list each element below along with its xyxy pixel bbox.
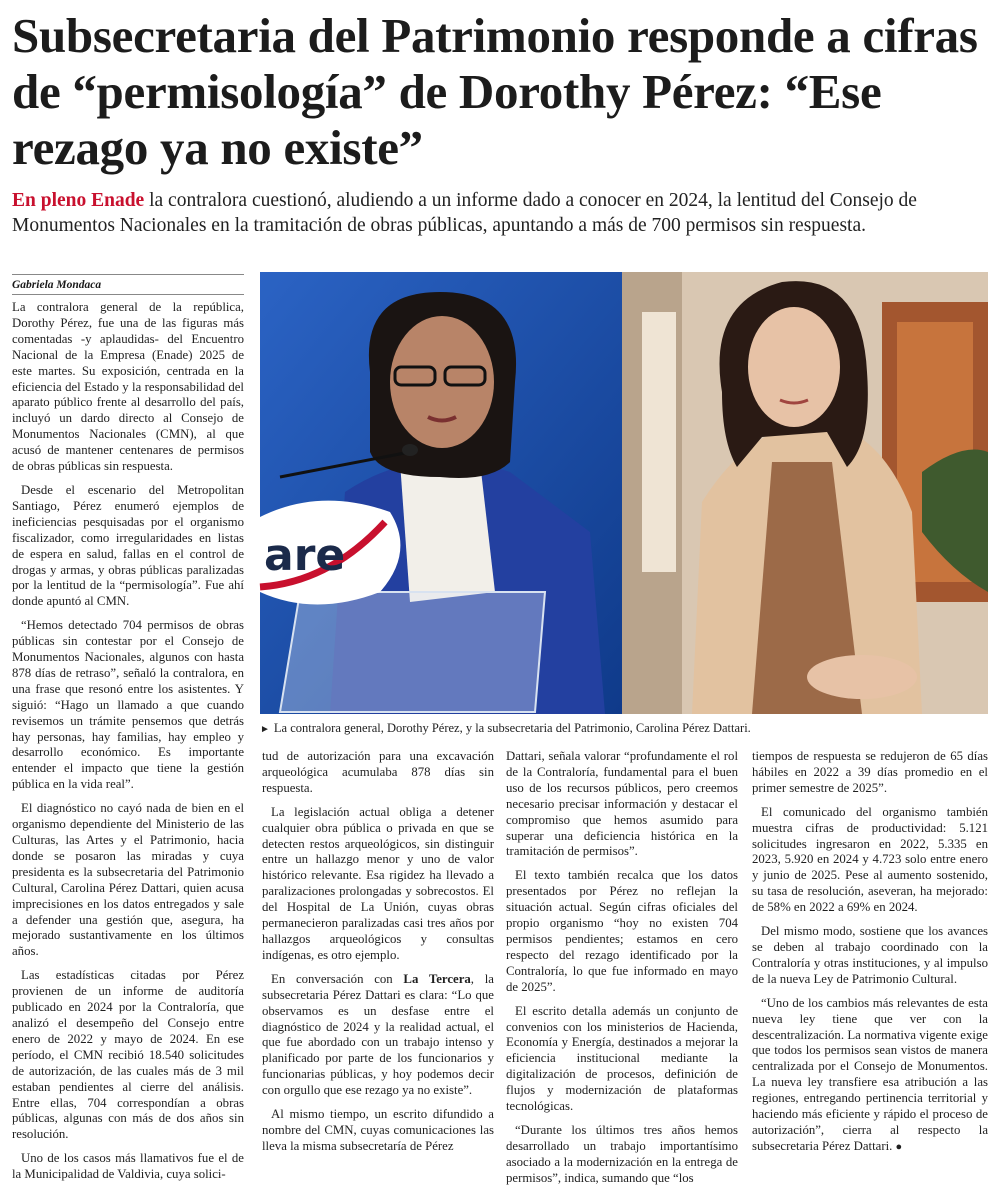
paragraph xyxy=(262,972,494,1099)
paragraph: “Hemos detectado 704 permisos de obras públicas sin contestar por el Consejo de Monumentos Nacionales, algunos con hasta 878 días de retraso”, señaló la contralora, en una frase que resonó entre los asistentes. Y siguió: “Hago un llamado a que cuando revisemos un trámite pensemos que detrás hay personas, hay familias, hay empleo y desarrollo económico. Es importante entender el impacto que tiene la gestión pública en la vida real”. xyxy=(12,618,244,792)
paragraph: Desde el escenario del Metropolitan Santiago, Pérez enumeró ejemplos de ineficiencias pesquisadas por el organismo fiscalizador, como irregularidades en listas de espera en salud, fallas en el control de drogas y armas, y obras públicas paralizadas por la lentitud de la “permisología”. Fue ahí donde apuntó al CMN. xyxy=(12,482,244,609)
byline: Gabriela Mondaca xyxy=(12,274,244,295)
paragraph: La legislación actual obliga a detener cualquier obra pública o privada en que se detecten restos arqueológicos, sin distinguir entre un hallazgo menor y uno de valor histórico relevante. Esa rigidez ha llevado a paralizaciones prolongadas y sobrecostos. El del Hospital de La Unión, cuyas obras permanecieron paralizadas casi tres años por hallazgos arqueológicos y consultas indígenas, es otro ejemplo. xyxy=(262,804,494,962)
paragraph: tud de autorización para una excavación arqueológica acumulaba 878 días sin respuesta. xyxy=(262,749,494,795)
photo-dorothy-perez xyxy=(260,272,622,714)
photo-sign-text: are xyxy=(264,530,346,581)
text-run: Lo que observamos es un desfase entre el diagnóstico de 2024 y la realidad actual, el que fue abordado con un trabajo intenso y planificado por parte de los funcionarios y funcionarias públicas, y hoy podemos decir con orgullo que ese rezago ya no existe”. xyxy=(262,987,494,1098)
paragraph: Dattari, señala valorar “profundamente el rol de la Contraloría, fundamental para el buen uso de los recursos públicos, pero creemos necesario precisar información y destacar el compromiso que hemos asumido para superar una deficiencia histórica en la tramitación de permisos”. xyxy=(506,749,738,859)
paragraph: Al mismo tiempo, un escrito difundido a nombre del CMN, cuyas comunicaciones las lleva la misma subsecretaría de Pérez xyxy=(262,1107,494,1153)
paragraph: La contralora general de la república, Dorothy Pérez, fue una de las figuras más comentadas -y aplaudidas- del Encuentro Nacional de la Empresa (Enade) 2025 de este martes. Su exposición, centrada en la eficiencia del Estado y la responsabilidad del aparato público frente al desarrollo del país, incluyó un dardo directo al Consejo de Monumentos Nacionales (CMN), al que acusó de mantener centenares de permisos de obras públicas sin respuesta. xyxy=(12,300,244,474)
paragraph: El escrito detalla además un conjunto de convenios con los ministerios de Hacienda, Economía y Energía, destinados a mejorar la eficiencia institucional mediante la digitalización de procesos, definición de flujos y modernización de plataformas tecnológicas. xyxy=(506,1003,738,1114)
text-run: “Uno de los cambios más relevantes de esta nueva ley tiene que ver con la descentralización. La normativa vigente exige que todos los permisos sean vistos de manera centralizada por el Consejo de Monumentos. La nueva ley transfiere esa atribución a las regiones, entregando pertinencia territorial y haciendo más eficiente y rápido el proceso de autorización”, cierra al respecto la subsecretaria Pérez Dattari. xyxy=(752,995,988,1153)
article-column-2 xyxy=(262,749,494,1160)
photo-caption xyxy=(260,721,988,737)
paragraph: El comunicado del organismo también muestra cifras de productividad: 5.121 solicitudes ingresaron en 2022, 5.335 en 2023, 5.920 en 2024 y 4.723 solo entre enero y junio de 2025. Pese al aumento sostenido, su tasa de resolución, aseveran, ha mejorado: de 58% en 2022 a 69% en 2024. xyxy=(752,804,988,915)
text-run: En conversación con xyxy=(271,971,404,986)
paragraph: El texto también recalca que los datos presentados por Pérez no reflejan la situación actual. Según cifras oficiales del propio organismo “hoy no existen 704 permisos pendientes; estamos en cero respecto del rezago identificado por la Contraloría, lo que fue informado en mayo de 2025”. xyxy=(506,868,738,994)
article-column-1 xyxy=(12,300,244,1182)
paragraph: El diagnóstico no cayó nada de bien en el organismo dependiente del Ministerio de las Culturas, las Artes y el Patrimonio, hacia donde se posaron las miradas y cuya presidenta es la subsecretaria del Patrimonio Cultural, Carolina Pérez Dattari, quien acusa imprecisiones en los datos entregados y sale a defender una gestión que, asegura, ha mejorado sustantivamente en los últimos años. xyxy=(12,801,244,959)
newspaper-name: La Tercera xyxy=(403,971,471,986)
lead-kicker: En pleno Enade xyxy=(12,190,145,211)
caption-arrow-icon: ► xyxy=(260,724,270,735)
lead-text: la contralora cuestionó, aludiendo a un informe dado a conocer en 2024, la lentitud del Consejo de Monumentos Nacionales en la tramitación de obras públicas, apuntando a más de 700 permisos sin respuesta. xyxy=(12,190,917,236)
caption-text: La contralora general, Dorothy Pérez, y la subsecretaria del Patrimonio, Carolina Pérez Dattari. xyxy=(273,721,751,735)
paragraph: Uno de los casos más llamativos fue el de la Municipalidad de Valdivia, cuya solici- xyxy=(12,1151,244,1182)
paragraph xyxy=(752,996,988,1156)
end-mark-icon: ● xyxy=(895,1140,903,1153)
article-column-4 xyxy=(752,749,988,1160)
lead-paragraph xyxy=(12,188,988,238)
headline: Subsecretaria del Patrimonio responde a cifras de “permisología” de Dorothy Pérez: “Ese rezago ya no existe” xyxy=(12,8,978,175)
paragraph: Del mismo modo, sostiene que los avances se deben al trabajo coordinado con la Contraloría y otras instituciones, y al impulso de la nueva Ley de Patrimonio Cultural. xyxy=(752,924,988,986)
article-column-3 xyxy=(506,749,738,1185)
photo-carolina-perez-dattari xyxy=(622,272,988,714)
article-photo xyxy=(260,272,988,714)
paragraph: tiempos de respuesta se redujeron de 65 días hábiles en 2022 a 39 días promedio en el primer semestre de 2025”. xyxy=(752,749,988,795)
text-run: , la subsecretaria Pérez Dattari es clara: “ xyxy=(262,971,494,1002)
paragraph: Las estadísticas citadas por Pérez provienen de un informe de auditoría publicado en 2024 por la Contraloría, que analizó el desempeño del Consejo entre enero de 2022 y mayo de 2024. En ese período, el CMN recibió 18.540 solicitudes de autorización, de las cuales más de 3 mil estaban pendientes al cierre del análisis. Entre ellas, 704 correspondían a obras públicas, algunas con más de dos años sin resolución. xyxy=(12,968,244,1142)
paragraph: “Durante los últimos tres años hemos desarrollado un trabajo importantísimo asociado a la modernización en la entrega de permisos”, indica, sumando que “los xyxy=(506,1122,738,1185)
